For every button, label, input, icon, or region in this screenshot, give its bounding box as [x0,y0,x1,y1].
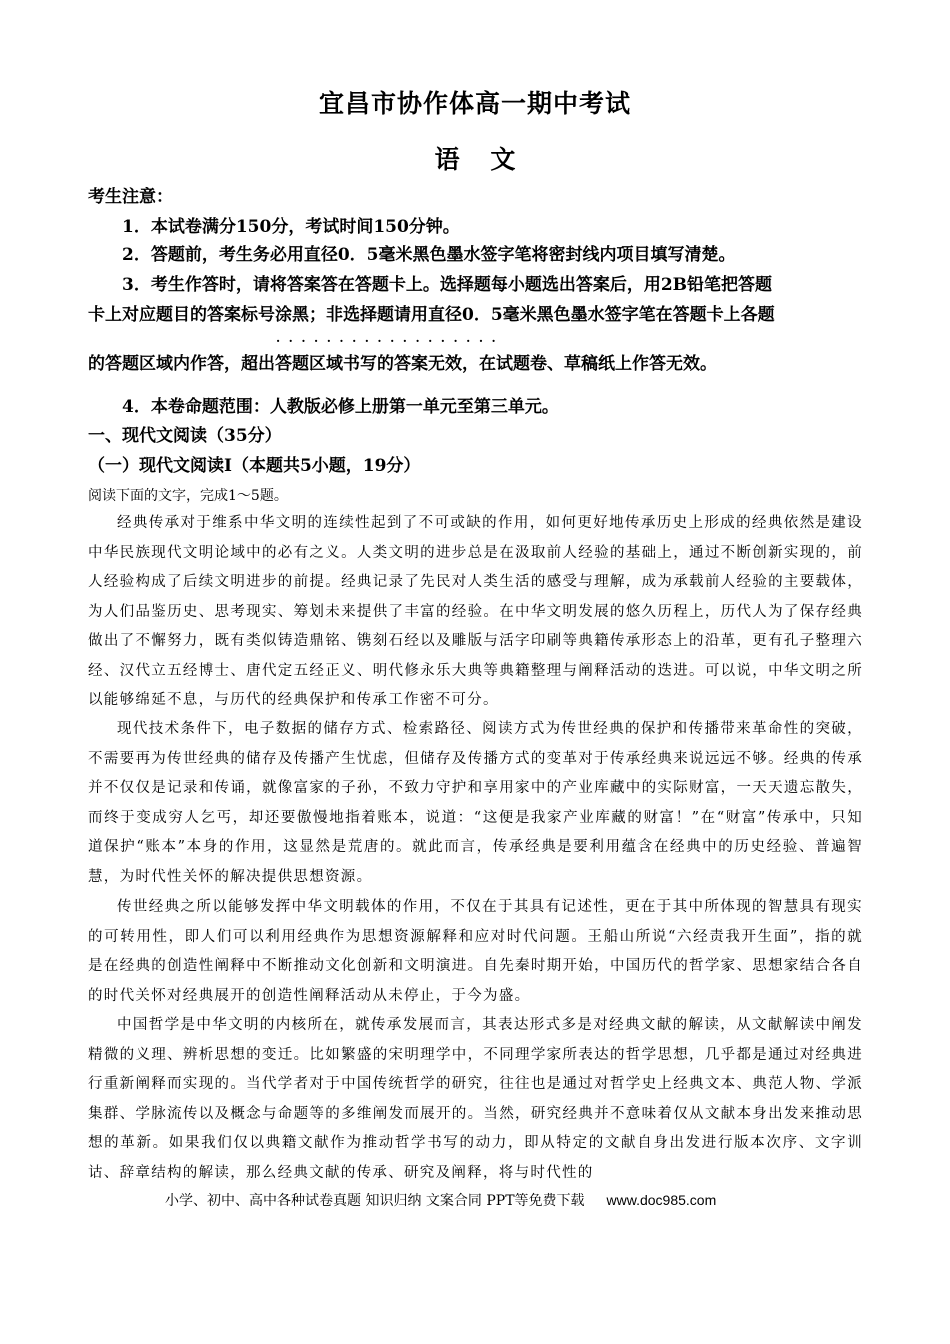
section-subheading: （一）现代文阅读Ⅰ（本题共5小题，19分） [88,456,421,476]
notice-item-3-line-3: 的答题区域内作答，超出答题区域书写的答案无效，在试题卷、草稿纸上作答无效。 [88,354,717,374]
notice-item-3-line-2: 卡上对应题目的答案标号涂黑；非选择题请用直径0．5毫米黑色墨水签字笔在答题卡上各题 [88,305,775,325]
passage-paragraph-1: 经典传承对于维系中华文明的连续性起到了不可或缺的作用，如何更好地传承历史上形成的经典依然是建设中华民族现代文明论域中的必有之义。人类文明的进步总是在汲取前人经验的基础上，通过不断创新实现的，前人经验构成了后续文明进步的前提。经典记录了先民对人类生活的感受与理解，成为承载前人经验的主要载体，为人们品鉴历史、思考现实、筹划未来提供了丰富的经验。在中华文明发展的悠久历程上，历代人为了保存经典做出了不懈努力，既有类似铸造鼎铭、镌刻石经以及雕版与活字印刷等典籍传承形态上的沿革，更有孔子整理六经、汉代立五经博士、唐代定五经正义、明代修永乐大典等典籍整理与阐释活动的迭进。可以说，中华文明之所以能够绵延不息，与历代的经典保护和传承工作密不可分。 [88,515,863,708]
subject-title: 语 文 [434,145,516,174]
notice-item-1: 1．本试卷满分150分，考试时间150分钟。 [122,217,460,237]
notice-item-3-line-1: 3．考生作答时，请将答案答在答题卡上。选择题每小题选出答案后，用2B铅笔把答题 [122,275,773,295]
passage-paragraph-3: 传世经典之所以能够发挥中华文明载体的作用，不仅在于其具有记述性，更在于其中所体现的智慧具有现实的可转用性，即人们可以利用经典作为思想资源解释和应对时代问题。王船山所说“六经责我开生面”，指的就是在经典的创造性阐释中不断推动文化创新和文明演进。自先秦时期开始，中国历代的哲学家、思想家结合各自的时代关怀对经典展开的创造性阐释活动从未停止，于今为盛。 [88,899,863,1004]
footer-url[interactable]: www.doc985.com [606,1192,717,1208]
exam-title: 宜昌市协作体高一期中考试 [318,89,631,118]
emphasis-dots: ·················· [276,334,505,348]
notice-label: 考生注意： [88,187,173,207]
passage-paragraph-4: 中国哲学是中华文明的内核所在，就传承发展而言，其表达形式多是对经典文献的解读，从文献解读中阐发精微的义理、辨析思想的变迁。比如繁盛的宋明理学中，不同理学家所表达的哲学思想，几乎都是通过对经典进行重新阐释而实现的。当代学者对于中国传统哲学的研究，往往也是通过对哲学史上经典文本、典范人物、学派集群、学脉流传以及概念与命题等的多维阐发而展开的。当然，研究经典并不意味着仅从文献本身出发来推动思想的革新。如果我们仅以典籍文献作为推动哲学书写的动力，即从特定的文献自身出发进行版本次序、文字训诂、辞章结构的解读，那么经典文献的传承、研究及阐释，将与时代性的 [88,1017,863,1181]
notice-item-4: 4．本卷命题范围：人教版必修上册第一单元至第三单元。 [122,397,559,417]
page-footer [165,1190,716,1210]
passage-paragraph-2: 现代技术条件下，电子数据的储存方式、检索路径、阅读方式为传世经典的保护和传播带来革命性的突破，不需要再为传世经典的储存及传播产生忧虑，但储存及传播方式的变革对于传承经典来说远远不够。经典的传承并不仅仅是记录和传诵，就像富家的子孙，不致力守护和享用家中的产业库藏中的实际财富，一天天遗忘散失，而终于变成穷人乞丐，却还要傲慢地指着账本，说道：“这便是我家产业库藏的财富！”在“财富”传承中，只知道保护“账本”本身的作用，这显然是荒唐的。就此而言，传承经典是要利用蕴含在经典中的历史经验、普遍智慧，为时代性关怀的解决提供思想资源。 [88,721,863,885]
reading-instruction: 阅读下面的文字，完成1～5题。 [88,488,288,504]
section-heading: 一、现代文阅读（35分） [88,426,282,446]
footer-text: 小学、初中、高中各种试卷真题 知识归纳 文案合同 PPT等免费下载 [165,1193,585,1209]
notice-item-2: 2．答题前，考生务必用直径0．5毫米黑色墨水签字笔将密封线内项目填写清楚。 [122,245,736,265]
